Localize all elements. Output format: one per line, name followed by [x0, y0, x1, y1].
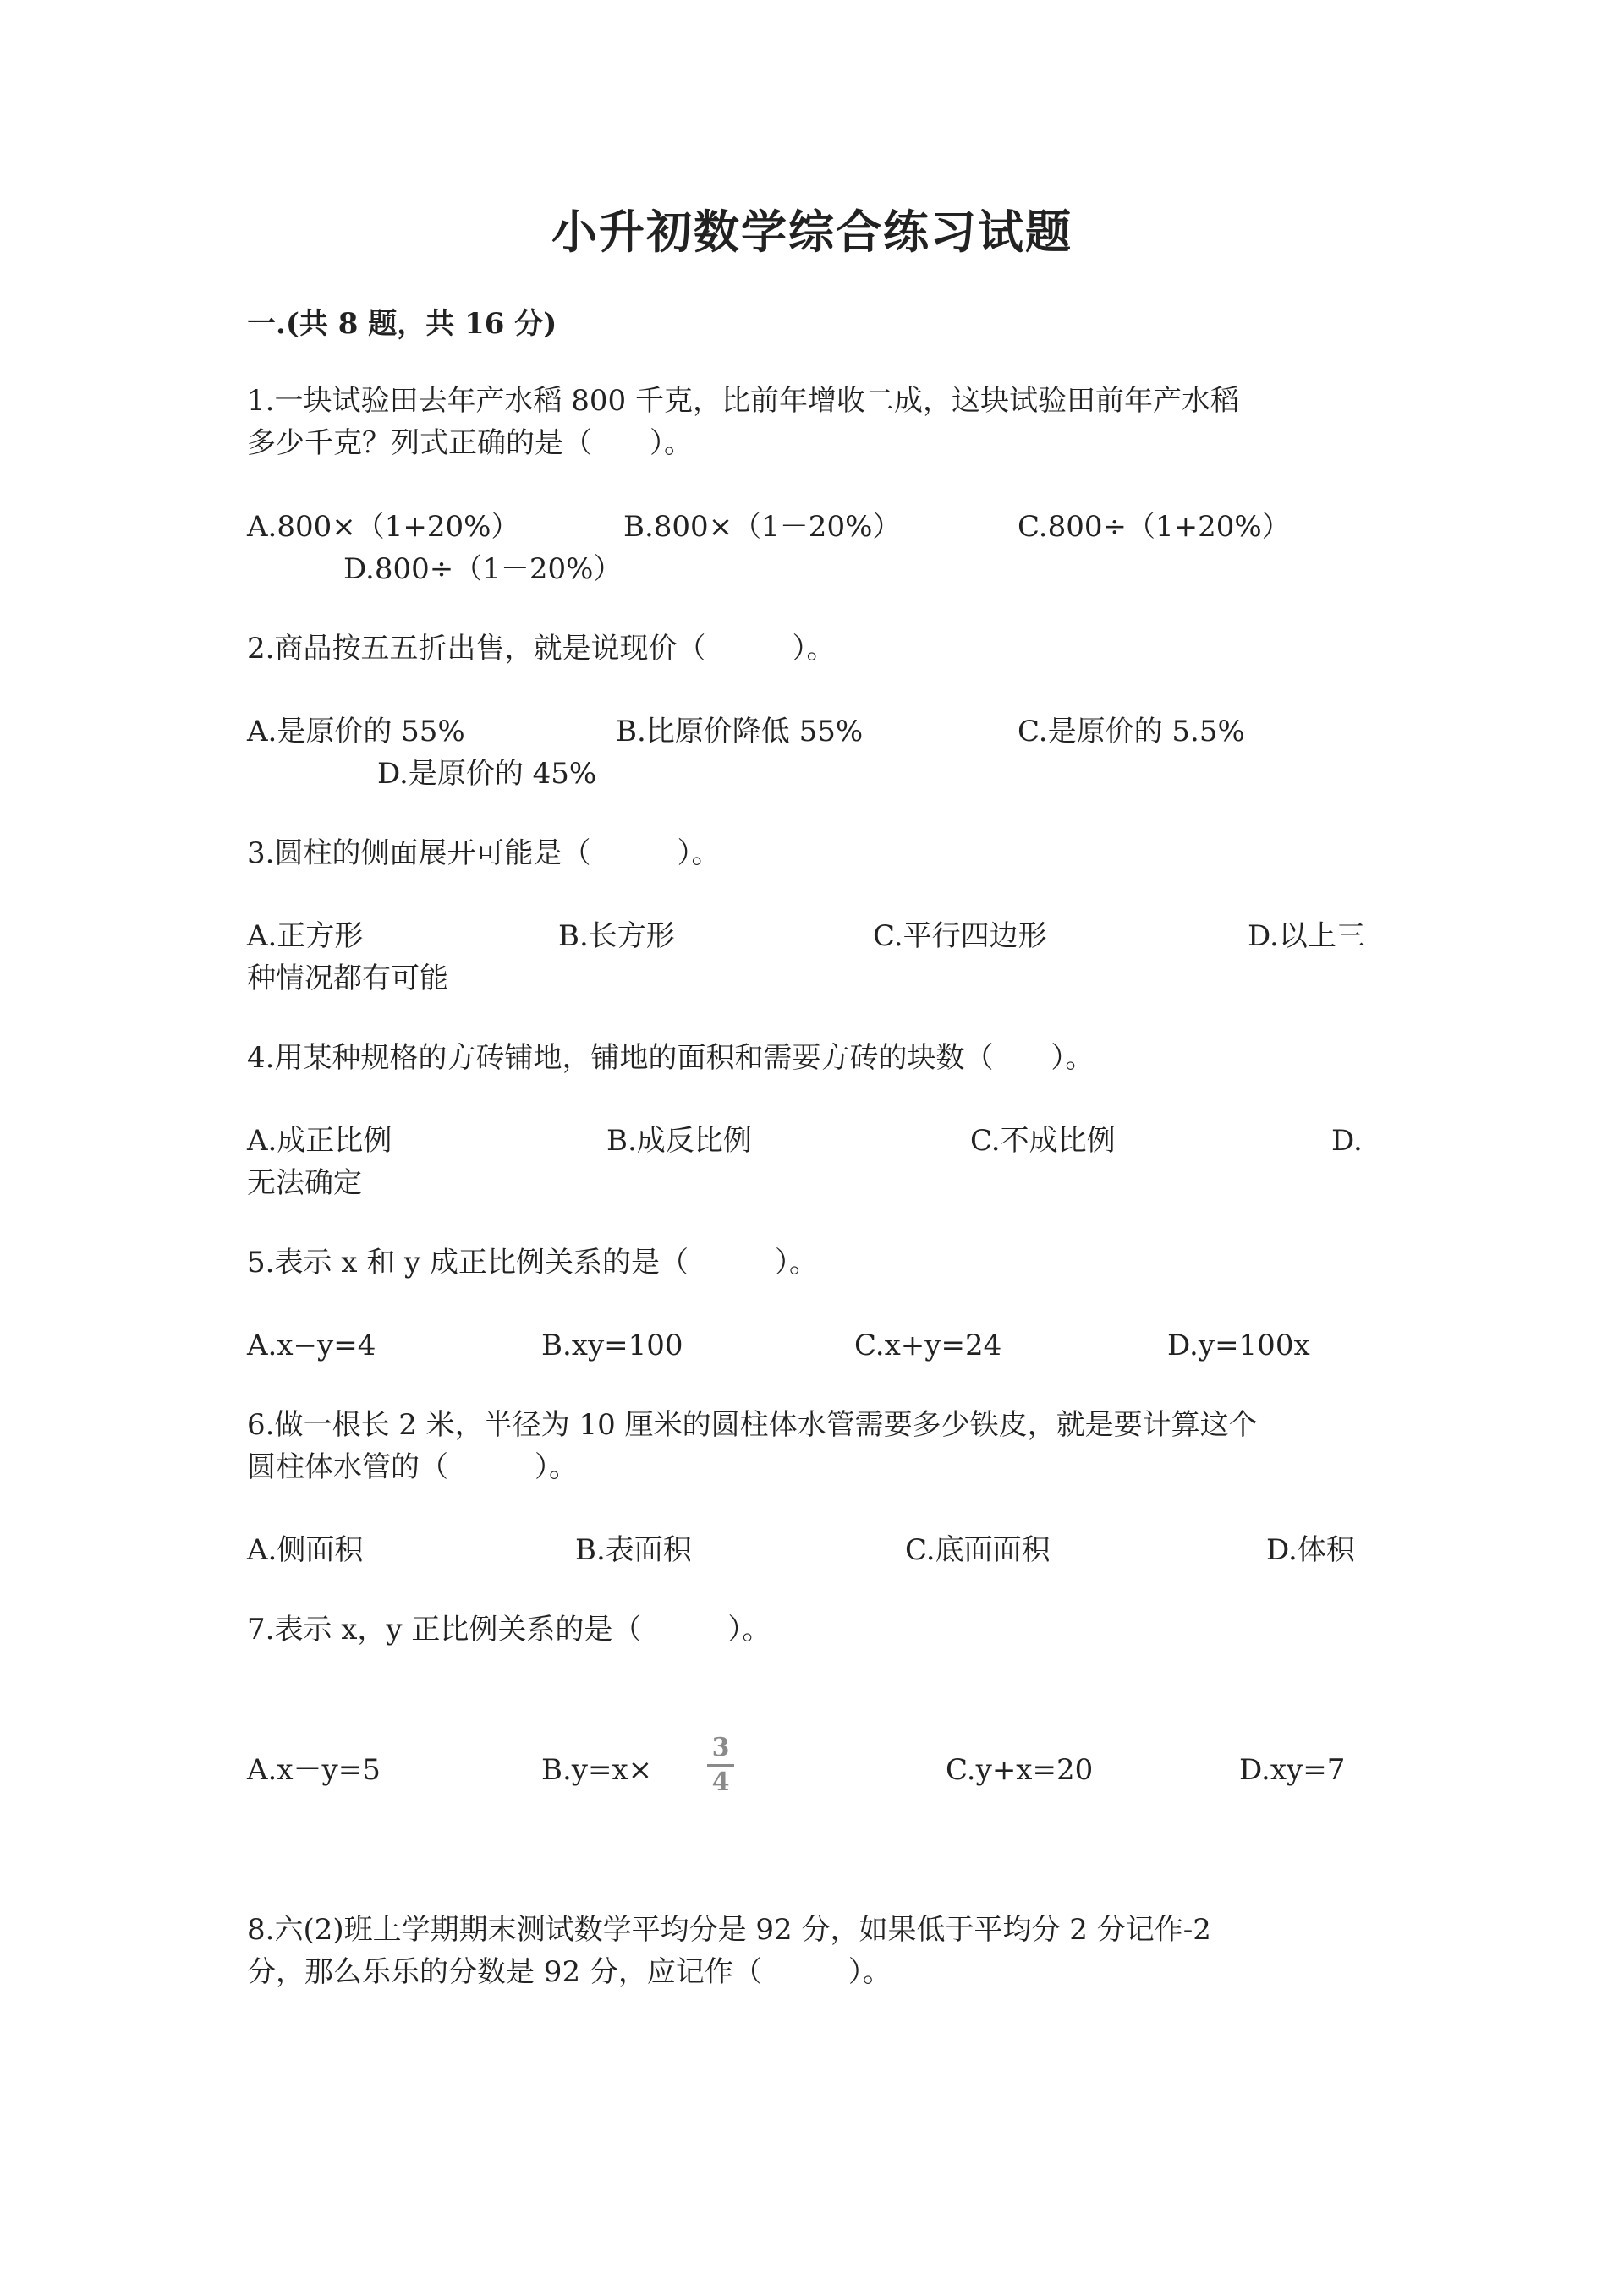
- question-1-option-d: D.800÷（1－20%）: [343, 552, 623, 586]
- question-6-option-d: D.体积: [1266, 1533, 1355, 1567]
- question-5-option-c: C.x+y=24: [854, 1329, 1002, 1362]
- question-3-option-b: B.长方形: [558, 919, 675, 953]
- fraction-denominator: 4: [711, 1767, 730, 1797]
- question-1-option-b: B.800×（1－20%）: [623, 510, 902, 544]
- question-5-option-b: B.xy=100: [541, 1329, 683, 1362]
- question-7-option-c: C.y+x=20: [946, 1753, 1094, 1787]
- question-6-text: 6.做一根长 2 米，半径为 10 厘米的圆柱体水管需要多少铁皮，就是要计算这个: [247, 1408, 1258, 1442]
- question-8-text: 8.六(2)班上学期期末测试数学平均分是 92 分，如果低于平均分 2 分记作-2: [247, 1913, 1211, 1947]
- question-2-text: 2.商品按五五折出售，就是说现价（ ）。: [247, 632, 836, 666]
- question-2-option-b: B.比原价降低 55%: [616, 715, 864, 748]
- question-5-text: 5.表示 x 和 y 成正比例关系的是（ ）。: [247, 1246, 819, 1280]
- question-5-option-a: A.x−y=4: [247, 1329, 376, 1362]
- question-1-option-a: A.800×（1+20%）: [247, 510, 520, 544]
- question-8-text-cont: 分，那么乐乐的分数是 92 分，应记作（ ）。: [247, 1955, 892, 1989]
- fraction-numerator: 3: [711, 1733, 730, 1762]
- question-3-option-d: D.以上三: [1248, 919, 1365, 953]
- question-6-text-cont: 圆柱体水管的（ ）。: [247, 1450, 578, 1484]
- question-4-text: 4.用某种规格的方砖铺地，铺地的面积和需要方砖的块数（ ）。: [247, 1041, 1095, 1075]
- fraction-three-quarters: [704, 1735, 738, 1795]
- question-7-option-d: D.xy=7: [1239, 1753, 1346, 1787]
- question-3-option-c: C.平行四边形: [873, 919, 1047, 953]
- question-1-option-c: C.800÷（1+20%）: [1018, 510, 1291, 544]
- question-6-option-b: B.表面积: [575, 1533, 692, 1567]
- question-3-text: 3.圆柱的侧面展开可能是（ ）。: [247, 836, 721, 870]
- question-3-option-d-cont: 种情况都有可能: [247, 962, 448, 995]
- question-4-option-d: D.: [1331, 1124, 1363, 1158]
- section-heading: 一.(共 8 题，共 16 分): [247, 307, 557, 341]
- question-2-option-d: D.是原价的 45%: [377, 757, 597, 791]
- fraction-bar: [707, 1764, 734, 1767]
- question-2-option-a: A.是原价的 55%: [247, 715, 465, 748]
- question-2-option-c: C.是原价的 5.5%: [1018, 715, 1245, 748]
- question-4-option-b: B.成反比例: [606, 1124, 752, 1158]
- page-title: 小升初数学综合练习试题: [551, 205, 1073, 259]
- question-3-option-a: A.正方形: [247, 919, 364, 953]
- question-1-text: 1.一块试验田去年产水稻 800 千克，比前年增收二成，这块试验田前年产水稻: [247, 384, 1239, 418]
- question-6-option-c: C.底面面积: [905, 1533, 1051, 1567]
- question-7-option-b: B.y=x×: [541, 1753, 653, 1787]
- question-4-option-d-cont: 无法确定: [247, 1166, 362, 1200]
- question-5-option-d: D.y=100x: [1167, 1329, 1310, 1362]
- question-4-option-c: C.不成比例: [970, 1124, 1116, 1158]
- question-4-option-a: A.成正比例: [247, 1124, 392, 1158]
- question-7-option-a: A.x－y=5: [247, 1753, 381, 1787]
- question-1-text-cont: 多少千克？列式正确的是（ ）。: [247, 426, 693, 460]
- question-6-option-a: A.侧面积: [247, 1533, 364, 1567]
- question-7-text: 7.表示 x，y 正比例关系的是（ ）。: [247, 1613, 771, 1647]
